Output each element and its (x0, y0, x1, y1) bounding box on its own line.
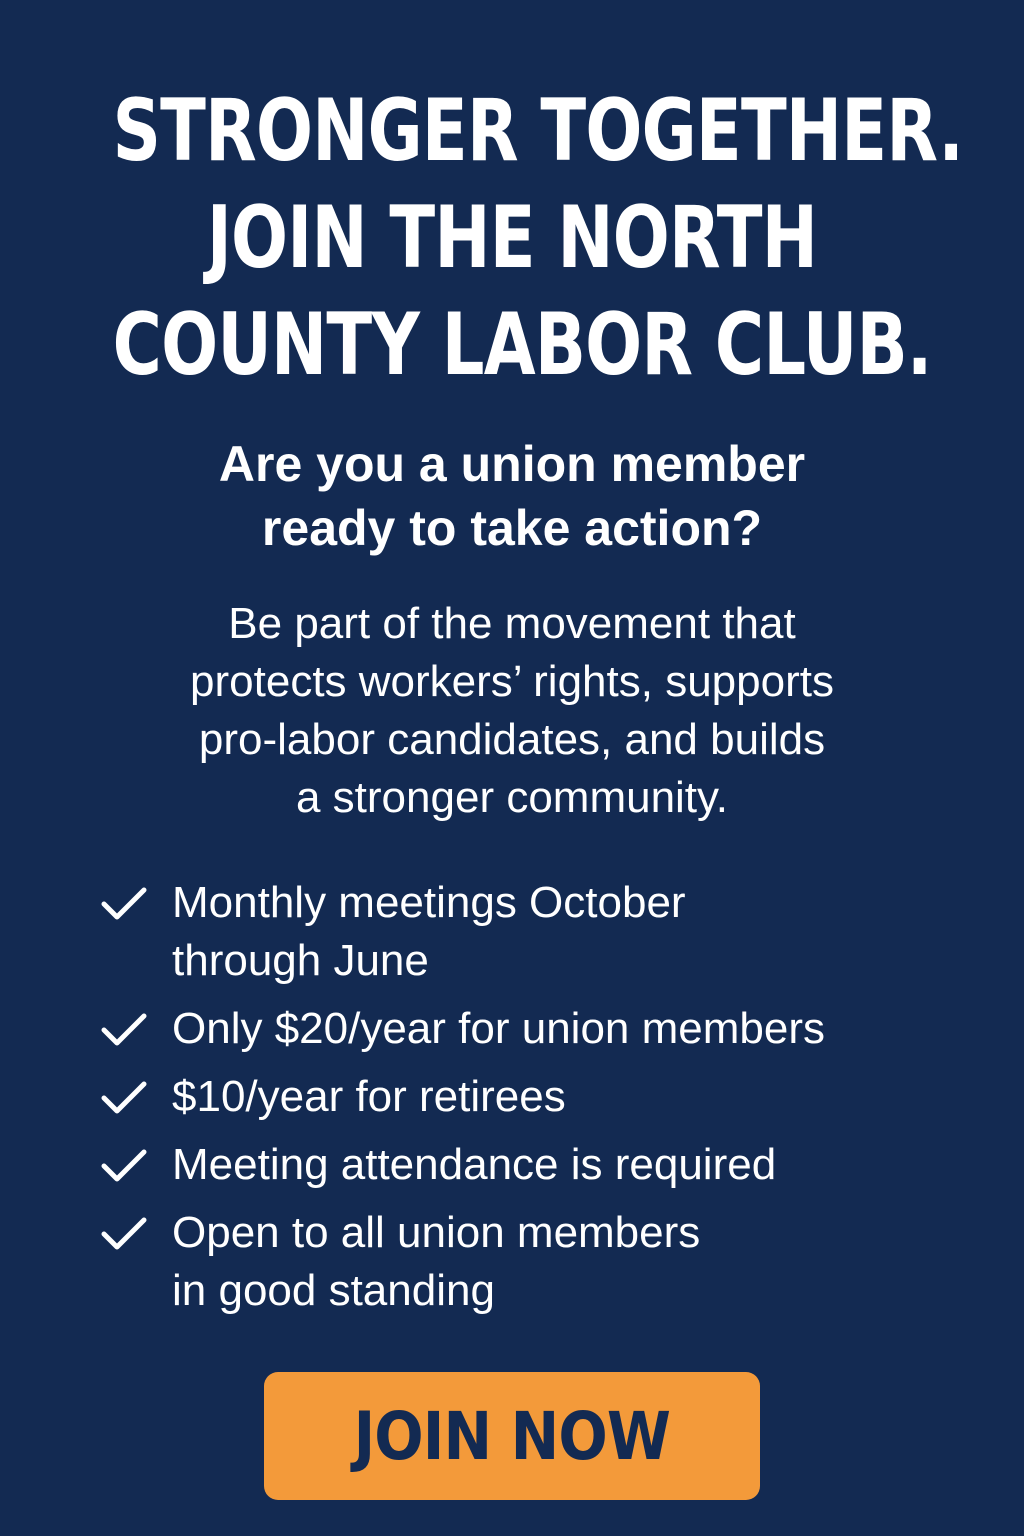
benefit-item (100, 1136, 980, 1194)
benefit-text: in good standing (172, 1266, 495, 1315)
description-line-3: pro-labor candidates, and builds (198, 715, 826, 764)
subheading-line-2: ready to take action? (261, 500, 763, 556)
benefit-text: Only $20/year for union members (172, 1004, 825, 1053)
join-now-label: JOIN NOW (353, 1397, 671, 1475)
benefit-item (100, 1068, 980, 1126)
benefit-text: $10/year for retirees (172, 1072, 566, 1121)
benefit-text: Meeting attendance is required (172, 1140, 777, 1189)
benefit-item (100, 1204, 980, 1320)
headline-line-2: JOIN THE NORTH (206, 188, 818, 288)
headline-line-3: COUNTY LABOR CLUB. (112, 295, 932, 395)
benefits-list (100, 874, 980, 1330)
checkmark-icon (100, 1078, 148, 1118)
benefit-item (100, 874, 980, 990)
subheading (0, 432, 1024, 560)
benefit-text: Monthly meetings October (172, 878, 686, 927)
description-line-1: Be part of the movement that (228, 599, 796, 648)
subheading-line-1: Are you a union member (218, 436, 806, 492)
checkmark-icon (100, 1146, 148, 1186)
benefit-text: through June (172, 936, 429, 985)
description-line-4: a stronger community. (295, 773, 728, 822)
description (0, 595, 1024, 827)
checkmark-icon (100, 1010, 148, 1050)
headline-line-1: STRONGER TOGETHER. (112, 81, 964, 181)
benefit-text: Open to all union members (172, 1208, 701, 1257)
description-line-2: protects workers’ rights, supports (190, 657, 834, 706)
join-now-button[interactable] (264, 1372, 760, 1500)
checkmark-icon (100, 1214, 148, 1254)
checkmark-icon (100, 884, 148, 924)
benefit-item (100, 1000, 980, 1058)
headline (112, 78, 964, 399)
